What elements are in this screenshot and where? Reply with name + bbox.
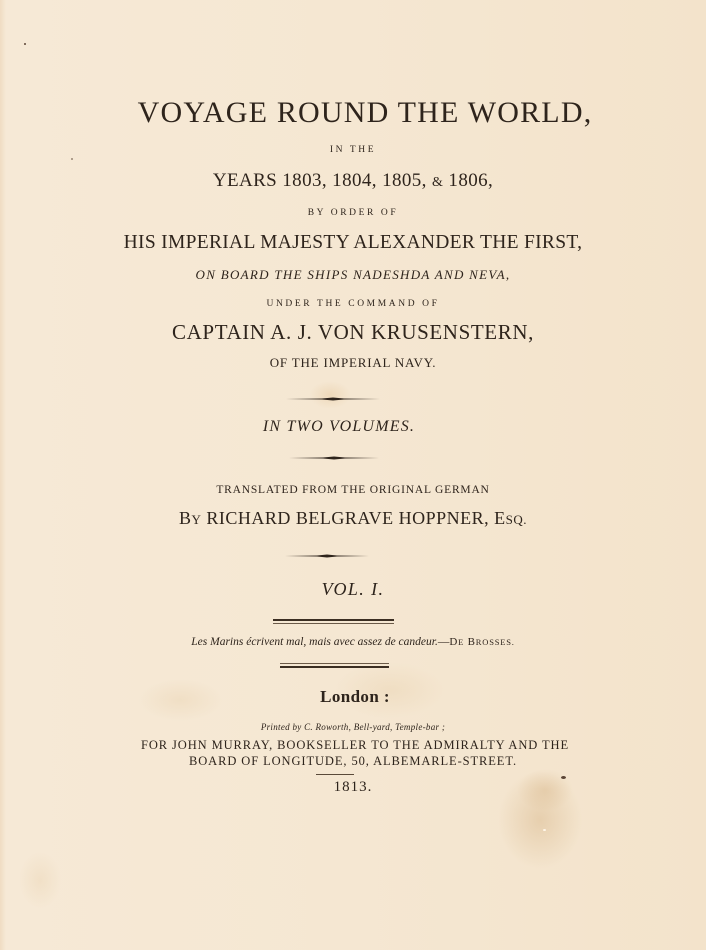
year-rule [316, 774, 354, 775]
ornamental-rule [285, 554, 369, 558]
translator-by-rest: Y [191, 512, 202, 527]
author-rest: ROSSES. [475, 637, 515, 647]
paper-speck [71, 158, 73, 160]
paper-speck [24, 43, 26, 45]
translator-name: RICHARD BELGRAVE HOPPNER, [201, 508, 495, 528]
author-initial-d: D [449, 636, 459, 648]
double-rule [273, 619, 394, 624]
publication-year: 1813. [333, 779, 373, 795]
ornamental-rule [286, 397, 380, 401]
in-the-label: IN THE [329, 145, 377, 155]
rule-thin [273, 623, 394, 624]
navy-line: OF THE IMPERIAL NAVY. [269, 355, 437, 370]
volumes-count: IN TWO VOLUMES. [262, 418, 416, 435]
epigraph-author [449, 636, 514, 648]
epigraph [0, 637, 706, 649]
ships-line: ON BOARD THE SHIPS NADESHDA AND NEVA, [195, 267, 511, 282]
author-initial-b: B [464, 636, 476, 648]
book-title: VOYAGE ROUND THE WORLD, [137, 96, 593, 129]
ornamental-rule [289, 456, 379, 460]
patron: HIS IMPERIAL MAJESTY ALEXANDER THE FIRST, [123, 232, 583, 253]
volume-number: VOL. I. [321, 579, 385, 599]
years-suffix: 1806, [443, 170, 494, 191]
translator-by-cap: B [179, 508, 192, 528]
rule-thin [280, 663, 389, 664]
by-order-of-label: BY ORDER OF [307, 208, 399, 218]
paper-speck [561, 776, 566, 779]
paper-speck [543, 829, 546, 831]
translated-from: TRANSLATED FROM THE ORIGINAL GERMAN [216, 484, 490, 496]
translator [0, 509, 706, 527]
publisher-line-2: BOARD OF LONGITUDE, 50, ALBEMARLE-STREET. [189, 754, 517, 768]
years-ampersand: & [431, 175, 444, 190]
voyage-years [0, 171, 706, 190]
printer-line: Printed by C. Roworth, Bell-yard, Temple-bar ; [260, 722, 446, 732]
captain-name: CAPTAIN A. J. VON KRUSENSTERN, [172, 320, 534, 344]
translator-esq-rest: SQ. [505, 512, 527, 527]
publisher-line-1: FOR JOHN MURRAY, BOOKSELLER TO THE ADMIRALTY AND THE [141, 738, 569, 752]
author-rest-e: E [458, 637, 465, 647]
under-command-label: UNDER THE COMMAND OF [266, 299, 440, 309]
epigraph-dash: — [437, 636, 450, 648]
rule-thick [280, 666, 389, 668]
imprint-city: London : [320, 687, 390, 706]
translator-esq-cap: E [494, 508, 506, 528]
epigraph-text: Les Marins écrivent mal, mais avec assez de candeur. [191, 636, 438, 648]
years-prefix: YEARS 1803, 1804, 1805, [212, 170, 432, 191]
rule-thick [273, 619, 394, 621]
double-rule [280, 663, 389, 668]
